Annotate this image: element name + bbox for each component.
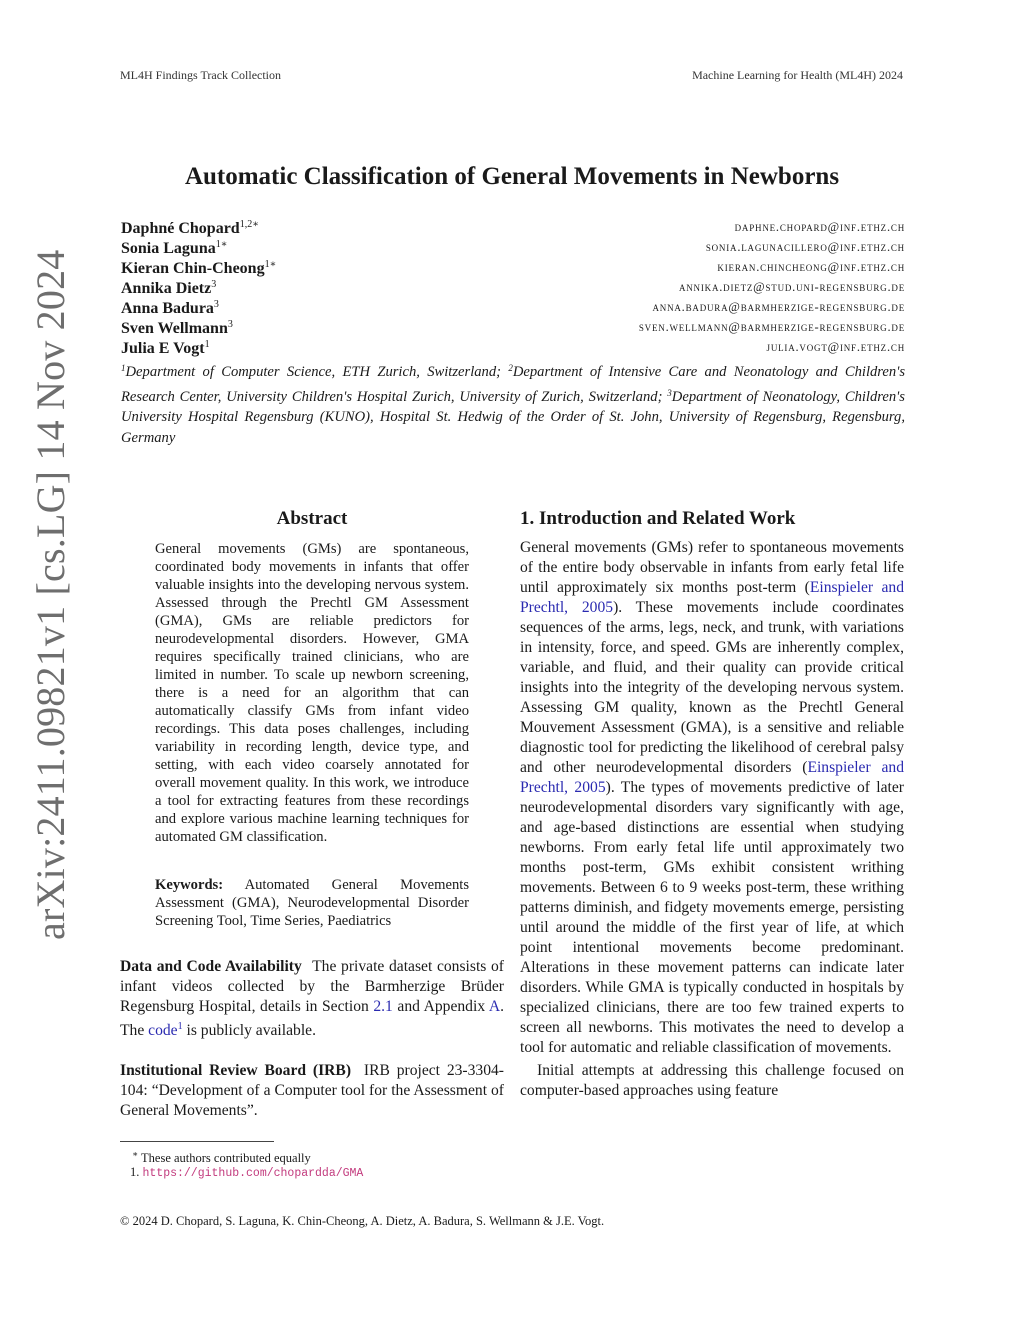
citation-link[interactable]: Einspieler and Prechtl, 2005 bbox=[520, 579, 904, 616]
data-availability-text: . The bbox=[120, 998, 504, 1040]
keywords-label: Keywords: bbox=[155, 877, 224, 893]
abstract-heading: Abstract bbox=[276, 508, 348, 529]
author-row bbox=[121, 239, 905, 259]
affil-mark-1: 1 bbox=[121, 363, 126, 373]
citation-link[interactable]: Einspieler and Prechtl, 2005 bbox=[520, 759, 904, 796]
author-row bbox=[121, 259, 905, 279]
author-email[interactable]: julia.vogt@inf.ethz.ch bbox=[766, 340, 905, 354]
author-name-text: Kieran Chin-Cheong bbox=[121, 260, 265, 277]
author-affiliation-mark: 3 bbox=[213, 299, 219, 310]
author-email[interactable]: kieran.chincheong@inf.ethz.ch bbox=[717, 260, 905, 274]
affil-mark-2: 2 bbox=[508, 363, 513, 373]
author-row bbox=[121, 219, 905, 239]
author-affiliation-mark: 1 bbox=[204, 339, 210, 350]
author-name bbox=[121, 259, 276, 278]
intro-paragraph-2: Initial attempts at addressing this challenge focused on computer-based approaches using feature bbox=[520, 1062, 904, 1099]
data-availability bbox=[120, 957, 504, 1041]
footnote-code-url bbox=[130, 1165, 363, 1180]
footnote-equal-contribution bbox=[132, 1149, 311, 1166]
data-availability-text: The private dataset consists of infant videos collected by the Barmherzige Brüder Regensburg Hospital, details in Section bbox=[120, 958, 504, 1015]
author-row bbox=[121, 279, 905, 299]
irb-statement bbox=[120, 1061, 504, 1121]
author-email[interactable]: sven.wellmann@barmherzige-regensburg.de bbox=[638, 320, 905, 334]
author-name-text: Sven Wellmann bbox=[121, 320, 228, 337]
keywords bbox=[155, 876, 469, 930]
intro-text: General movements (GMs) refer to spontaneous movements of the entire body observable in infants from early fetal life until approximately six months post-term ( bbox=[520, 539, 904, 596]
author-email[interactable]: daphne.chopard@inf.ethz.ch bbox=[734, 220, 905, 234]
footnote-one-mark: 1. bbox=[130, 1165, 140, 1179]
footnote-star-text: These authors contributed equally bbox=[141, 1151, 311, 1166]
code-footnote-mark[interactable]: 1 bbox=[177, 1021, 183, 1032]
section-ref-link[interactable]: 2.1 bbox=[373, 998, 393, 1015]
author-email[interactable]: annika.dietz@stud.uni-regensburg.de bbox=[678, 280, 905, 294]
data-availability-text: and Appendix bbox=[392, 998, 489, 1015]
author-name-text: Annika Dietz bbox=[121, 280, 212, 297]
code-url-link[interactable]: https://github.com/chopardda/GMA bbox=[142, 1167, 364, 1180]
introduction-body bbox=[520, 538, 904, 1101]
author-row bbox=[121, 299, 905, 319]
copyright-line: © 2024 D. Chopard, S. Laguna, K. Chin-Cheong, A. Dietz, A. Badura, S. Wellmann & J.E. Vogt. bbox=[120, 1214, 605, 1228]
section-heading-introduction: 1. Introduction and Related Work bbox=[520, 508, 796, 529]
author-name bbox=[121, 299, 219, 318]
paper-title: Automatic Classification of General Movements in Newborns bbox=[184, 163, 840, 190]
author-row bbox=[121, 339, 905, 359]
data-availability-text: is publicly available. bbox=[182, 1022, 316, 1040]
irb-heading: Institutional Review Board (IRB) bbox=[120, 1062, 352, 1079]
author-name-text: Daphné Chopard bbox=[121, 220, 240, 237]
author-affiliation-mark: 3 bbox=[211, 279, 217, 290]
affil-mark-3: 3 bbox=[667, 387, 672, 398]
author-affiliation-mark: 1∗ bbox=[264, 259, 277, 270]
author-name bbox=[121, 239, 228, 258]
keywords-text: Automated General Movements Assessment (GMA), Neurodevelopmental Disorder Screening Tool, Time Series, Paediatrics bbox=[155, 877, 470, 929]
abstract-body: General movements (GMs) are spontaneous, coordinated body movements in infants that offer valuable insights into the developing nervous system. Assessed through the Prechtl GM Assessment (GMA), GMs are reliable predictors for neurodevelopmental disorders. However, GMA requires specifically trained clinicians, who are limited in number. To scale up newborn screening, there is a need for an algorithm that can automatically classify GMs from infant video recordings. This data poses challenges, including variability in recording length, device type, and setting, with each video coarsely annotated for overall movement quality. In this work, we introduce a tool for extracting features from these recordings and explore various machine learning techniques for automated GM classification. bbox=[155, 541, 469, 845]
arxiv-sidebar-id: arXiv:2411.09821v1 [cs.LG] 14 Nov 2024 bbox=[28, 249, 73, 940]
intro-text: ). The types of movements predictive of later neurodevelopmental disorders vary significantly with age, and age-based distinctions are essential when studying newborns. From early fetal life until approximately two months post-term, GMs exhibit consistent writhing movements. Between 6 to 9 weeks post-term, these writhing patterns diminish, and fidgety movements emerge, persisting until around the middle of the first year of life, at which point intentional movements become predominant. Alterations in these movement patterns can indicate later disorders. While GMA is typically conducted in hospitals by specialized clinicians, there are too few trained experts to screen all newborns. This motivates the need to develop a tool for automatic and reliable classification of movements. bbox=[520, 779, 904, 1056]
data-availability-heading: Data and Code Availability bbox=[120, 958, 302, 975]
author-email[interactable]: sonia.lagunacillero@inf.ethz.ch bbox=[705, 240, 905, 254]
affil-1: Department of Computer Science, ETH Zurich, Switzerland; bbox=[125, 364, 509, 380]
author-affiliation-mark: 3 bbox=[227, 319, 233, 330]
author-name bbox=[121, 279, 216, 298]
author-row bbox=[121, 319, 905, 339]
intro-paragraph-1 bbox=[520, 538, 904, 1058]
appendix-ref-link[interactable]: A bbox=[488, 998, 501, 1015]
affil-3: Department of Neonatology, Children's University Hospital Regensburg (KUNO), Hospital St. Hedwig of the Order of St. John, University of Regensburg, Regensburg, Germany bbox=[121, 388, 905, 446]
running-header-left: ML4H Findings Track Collection bbox=[120, 68, 282, 82]
author-name bbox=[121, 339, 210, 358]
author-name bbox=[121, 219, 259, 238]
intro-text: ). These movements include coordinates sequences of the arms, legs, neck, and trunk, with variations in intensity, force, and speed. GMs are inherently complex, variable, and fluid, and their quality can provide critical insights into the integrity of the developing nervous system. Assessing GM quality, known as the Prechtl General Mouvement Assessment (GMA), is a sensitive and reliable diagnostic tool for predicting the likelihood of cerebral palsy and other neurodevelopmental disorders ( bbox=[520, 599, 904, 776]
author-name bbox=[121, 319, 233, 338]
footnote-rule bbox=[120, 1141, 274, 1142]
author-email[interactable]: anna.badura@barmherzige-regensburg.de bbox=[652, 300, 905, 314]
irb-text: IRB project 23-3304-104: “Development of a Computer tool for the Assessment of General Movements”. bbox=[120, 1062, 504, 1119]
affiliations bbox=[121, 358, 905, 448]
author-affiliation-mark: 1∗ bbox=[215, 239, 228, 250]
author-name-text: Anna Badura bbox=[121, 300, 214, 317]
affil-2: Department of Intensive Care and Neonatology and Children's Research Center, University Children's Hospital Zurich, University of Zurich, Switzerland; bbox=[121, 364, 906, 405]
author-name-text: Julia E Vogt bbox=[121, 340, 205, 357]
footnote-star-mark: ∗ bbox=[132, 1149, 139, 1159]
author-affiliation-mark: 1,2∗ bbox=[239, 219, 259, 230]
running-header-right: Machine Learning for Health (ML4H) 2024 bbox=[692, 68, 903, 82]
code-link[interactable]: code bbox=[148, 1022, 178, 1040]
author-name-text: Sonia Laguna bbox=[121, 240, 216, 257]
